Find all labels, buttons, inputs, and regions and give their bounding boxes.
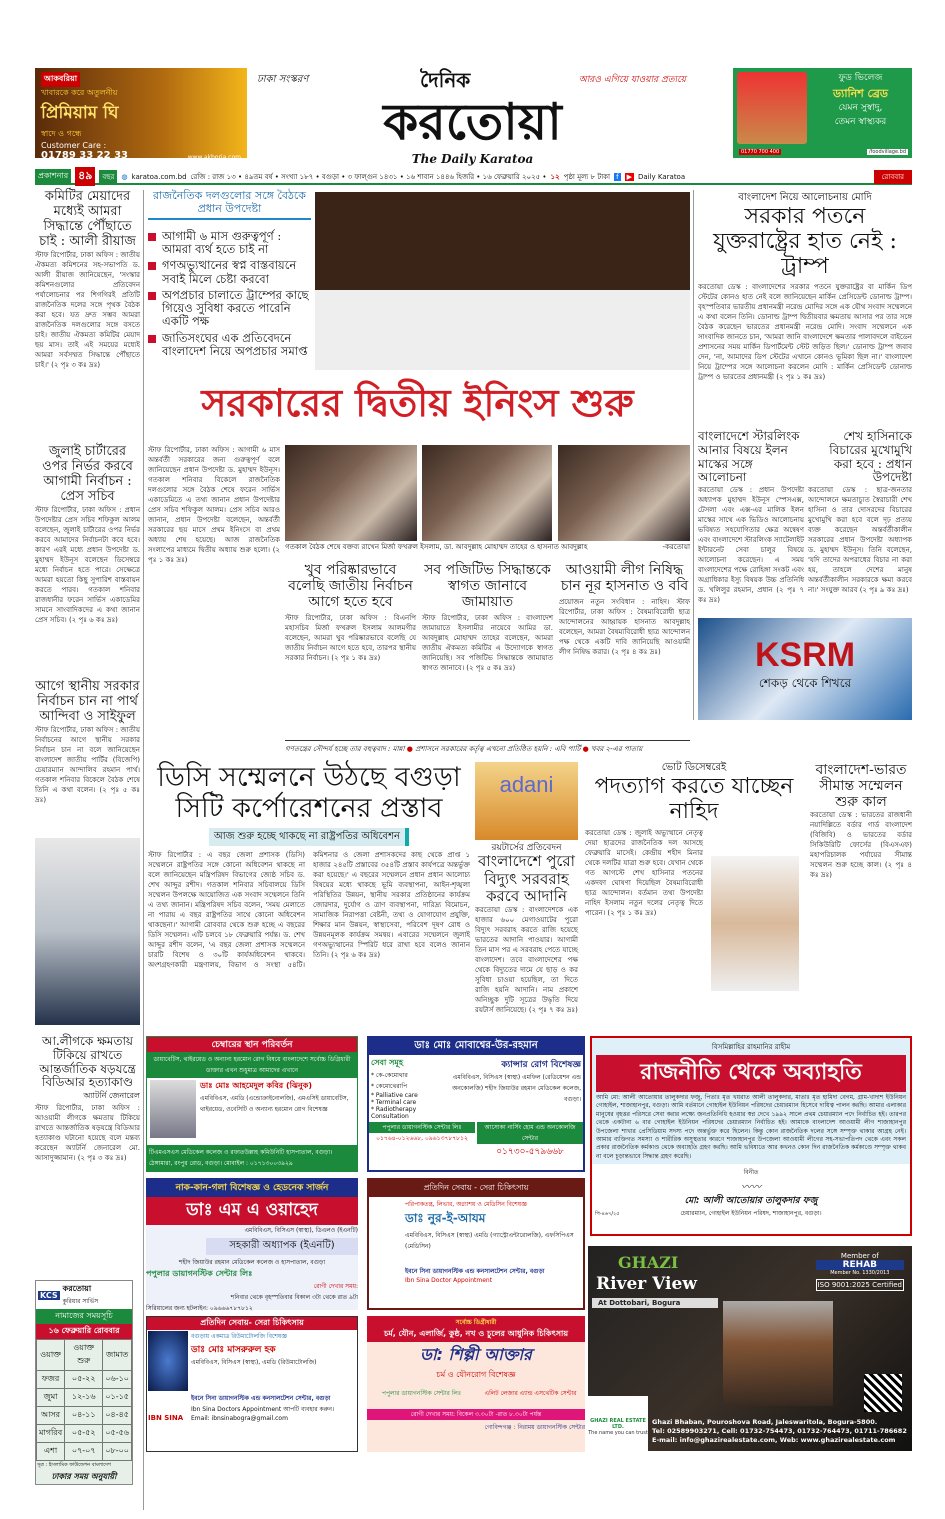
member-no: Member No. 1330/2013 (830, 1270, 890, 1276)
sub-stories (285, 562, 690, 736)
headline: কমিটির মেয়াদের মধ্যেই আমরা সিদ্ধান্তে পৌঁছাতে চাই : আলী রীয়াজ (39, 189, 136, 249)
story-body: করতোয়া ডেস্ক : প্রধান উপদেষ্টা অধ্যাপক মুহাম্মদ ইউনূস স্পেসএক্স, টেসলা এবং এক্স-এর মালিক ইলন মাস্কের সাথে এক ভিডিও আলোচনায় ভবিষ্যত সহযোগিতার ক্ষেত্র অন্বেষণ এবং বাংলাদেশে স্টারলিংক স্যাটেলাইট ইন্টারনেট সেবা চালুর বিষয়ে আলোচনা করেছেন। এ সময় বাংলাদেশের পক্ষে রোহিঙ্গা সংকট এবং অগ্রাধিকার ইস্যু বিষয়ক উচ্চ প্রতিনিধি ড. খলিলুর রহমান, প্রধান (২ পৃঃ ৭ কঃ দ্রঃ) (698, 486, 804, 605)
service-text: কে-কেমোথার (375, 1072, 408, 1079)
serial: সিরিয়ালের জন্য হটলাইন: ০৯৬৬৬৭৮৭৮১২ (146, 1305, 253, 1312)
table-cell: ০৪-১১ (65, 1407, 103, 1425)
story-body: করতোয়া ডেস্ক : বাংলাদেশকে এক হাজার ৬০০ মেগাওয়াটের পুরো বিদ্যুৎ সরবরাহ করতে রাজি হয়েছে ভারতের আদানি পাওয়ার। আগামী তিন মাস পর এ সরবরাহ পেতে যাচ্ছে বাংলাদেশ। তবে বাংলাদেশের পক্ষ থেকে বিদ্যুতের দামে যে ছাড় ও কর সুবিধা চাওয়া হয়েছিল, তা দিতে রাজি হয়নি আদানি। নাম প্রকাশে অনিচ্ছুক দুটি সূত্রের উদ্ধৃতি দিয়ে রয়টার্স জানিয়েছে। (২ পৃঃ ৭ কঃ দ্রঃ) (475, 906, 578, 1015)
ksrm-tagline: শেকড় থেকে শিখরে (758, 676, 852, 690)
time: শনিবার থেকে বৃহস্পতিবার বিকাল ৩টা থেকে রাত ৯টা (230, 1294, 358, 1301)
story-body: করতোয়া ডেস্ক : বাংলাদেশের সরকার পতনে যুক্তরাষ্ট্রের বা মার্কিন ডিপ স্টেটের কোনও হাত নেই বলে জানিয়েছেন মার্কিন প্রেসিডেন্ট ডোনাল্ড ট্রাম্প। বৃহস্পতিবার ভারতীয় প্রধানমন্ত্রী নরেন্দ্র মোদির সঙ্গে এক যৌথ সংবাদ সম্মেলনে এ কথা বলেন তিনি। ডোনাল্ড ট্রাম্প দ্বিতীয়বার ক্ষমতায় আসার পর তার সঙ্গে বৈঠক করেছেন ভারতের প্রধানমন্ত্রী নরেন্দ্র মোদি। সংবাদ সম্মেলনে এক সাংবাদিক জানতে চান, 'আমরা জানি বাংলাদেশে ক্ষমতার পালাবদলে বাইডেন প্রশাসনের সময় মার্কিন ডিপার্টমেন্ট স্টেট জড়িত ছিল।' ডোনাল্ড ট্রাম্প জবাব দেন, 'না, আমাদের ডিপ স্টেটের এখানে কোনও ভূমিকা ছিল না।' বাংলাদেশ নিয়ে ট্রাম্পের সঙ্গে আলোচনা করলেন মোদি : মার্কিন প্রেসিডেন্ট ডোনাল্ড ট্রাম্প ও ভারতের প্রধানমন্ত্রী (২ পৃঃ ১ কঃ দ্রঃ) (698, 283, 912, 382)
degrees: এমবিবিএস, বিসিএস (স্বাস্থ্য), ডিএলও (ইএনটি) (244, 1227, 358, 1234)
attorney-general-photo (35, 838, 140, 1025)
prayer-date: ১৬ ফেব্রুয়ারি রোববার (36, 1324, 132, 1339)
specialty: পরিপাকতন্ত্র, লিভার, অগ্ন্যাশয় ও মেডিসিন বিশেষজ্ঞ (405, 1201, 527, 1208)
headline: বাংলাদেশ-ভারত সীমান্ত সম্মেলন শুরু কাল (815, 762, 907, 811)
news-ticker (285, 740, 690, 755)
kcs-logo: KCS (40, 1290, 58, 1300)
ad-bread-phone: 01770 700 400 (741, 149, 780, 155)
masthead-subtitle: The Daily Karatoa (411, 152, 534, 166)
ad-dr-mobasher[interactable] (367, 1036, 585, 1172)
time: রোগী দেখার সময়: বিকেল ৩.৩০টা -রাত ৮.৩০টা পর্যন্ত (367, 1409, 585, 1420)
ad-ghee-product: প্রিমিয়াম ঘি (41, 103, 119, 123)
bread-pack-image (737, 72, 807, 144)
headline: পদত্যাগ করতে যাচ্ছেন নাহিদ (594, 773, 794, 824)
service-item: * Radiotherapy Consultation (371, 1106, 417, 1120)
center: ইবনে সিনা ডায়াগনস্টিক এন্ড কনসালটেশন সেন্টার, বগুড়া (405, 1268, 545, 1275)
headline: জুলাই চার্টারের ওপর নির্ভর করবে আগামী নির্বাচন : প্রেস সচিব (42, 444, 133, 504)
story-body: স্টাফ রিপোর্টার : এ বছর জেলা প্রশাসক (ডিসি) সম্মেলনে রাষ্ট্রপতির সঙ্গে কোনো অধিবেশন থাকছে না বলে জানিয়েছেন মন্ত্রিপরিষদ বিভাগের জ্যেষ্ঠ সচিব ড. শেখ আব্দুর রশীদ। গতকাল শনিবার সচিবালয়ে ডিসি সম্মেলন উপলক্ষে আয়োজিত এক সংবাদ সম্মেলনে তিনি এ তথ্য জানান। মন্ত্রিপরিষদ সচিব বলেন, 'সময় মেলাতে না পারায় এ বছর রাষ্ট্রপতির সাথে কোনো অধিবেশন থাকছেনা।' আগামী রোববার থেকে শুরু হচ্ছে এ বছরের ডিসি সম্মেলন। এটি চলবে ১৮ ফেব্রুয়ারি পর্যন্ত। ড. শেখ আব্দুর রশীদ বলেন, 'এ বছর জেলা প্রশাসক সম্মেলনে চারটি বিশেষ ও ৩০টি কার্যঅধিবেশন থাকবে। অংশগ্রহণকারী মন্ত্রণালয়, বিভাগ ও সংস্থা ৫৪টি। কমিশনার ও জেলা প্রশাসকদের কাছ থেকে প্রাপ্ত ১ হাজার ২৪৫টি প্রস্তাবের ৩৫৪টি প্রস্তাব কার্যপত্রে অন্তর্ভুক্ত করা হয়েছে।' এ বছরের সম্মেলনে প্রধান প্রধান আলোচ্য বিষয়ের মধ্যে থাকছে ভূমি ব্যবস্থাপনা, আইন-শৃঙ্খলা পরিস্থিতির উন্নয়ন, স্থানীয় সরকার প্রতিষ্ঠানের কার্যক্রম জোরদার, দুর্যোগ ও ত্রাণ ব্যবস্থাপনা, দারিদ্র্য বিমোচন, সামাজিক নিরাপত্তা বেষ্টনী, তথ্য ও যোগাযোগ প্রযুক্তি, শিক্ষার মান উন্নয়ন, স্বাস্থ্যসেবা, পরিবেশ দূষণ রোধ ও উন্নয়নমূলক কার্যক্রম সমন্বয়। এবারের সম্মেলনে জুলাই গণঅভ্যুত্থানের স্পিরিট ধরে রাখা হবে বলেও জানান তিনি। (২ পৃঃ ৬ কঃ দ্রঃ) (148, 850, 470, 969)
services-title: সেবা সমূহ (371, 1058, 404, 1067)
doctor-name: ডাঃ মোঃ মাসরুরুল হক (191, 1345, 276, 1355)
story-riaz[interactable] (35, 190, 140, 430)
headline: আগে স্থানীয় সরকার নির্বাচন চান না পার্থ আন্দিবা ও সাইফুল (35, 679, 140, 724)
signature: 〰〰 (741, 1182, 761, 1194)
story-trump[interactable] (698, 192, 912, 432)
services-list (371, 1070, 431, 1120)
bullet-icon (148, 335, 156, 343)
company-name: GHAZI REAL ESTATE LTD. (590, 1418, 646, 1430)
table-cell: ০১-১৫ (103, 1389, 132, 1407)
ad-side: ডায়াবেটিস, থাইরয়েড ও অন্যান্য হরমোন রোগ বিষয়ে বাংলাদেশে সর্বোচ্চ ডিগ্রিধারী ডাক্তার এখন শুধুমাত্র আমাদের এখানে (147, 1052, 357, 1078)
lead-bullet (148, 289, 311, 329)
degrees: এমবিবিএস, বিসিএস (স্বাস্থ্য) এমডি (গ্যাস্ট্রোএন্টারোলজি), এফসিপিএস (মেডিসিন) (405, 1232, 574, 1250)
post: সহকারী অধ্যাপক (ইএনটি) (206, 1238, 358, 1255)
service-text: কেমোথেরাপি (375, 1083, 408, 1090)
email: Email: ibnsinabogra@gmail.com (191, 1415, 288, 1422)
prayer-note: ঢাকার সময় অনুযায়ী (51, 1472, 117, 1481)
published-label: প্রকাশনার (35, 169, 71, 184)
info-bar (35, 170, 912, 185)
ad-resignation[interactable] (590, 1036, 912, 1236)
headline: সরকার পতনে যুক্তরাষ্ট্রের হাত নেই : ট্রাম্প (713, 203, 897, 280)
location: At Dottobari, Bogura (592, 1298, 718, 1308)
story-body: করতোয়া ডেস্ক : ছাত্র-জনতার আন্দোলনে ক্ষমতাচ্যুত স্বৈরাচারী শেখ হাসিনা ও তার দোসরদের বিচারের মুখোমুখি করা হবে বলে দৃঢ় প্রত্যয় ব্যক্ত করেছেন অন্তর্বর্তীকালীন সরকারের প্রধান উপদেষ্টা অধ্যাপক ড. মুহাম্মদ ইউনূস। তিনি বলেছেন, 'যদি তাদের অপরাধের বিচার না করা হয়, তাহলে দেশের মানুষ অন্তর্বর্তীকালীন সরকারকে ক্ষমা করবে না।' সংযুক্ত আরব (২ পৃঃ ৯ কঃ দ্রঃ) (808, 486, 912, 595)
table-cell: এশা (37, 1443, 65, 1461)
ad-title: ডাঃ মোঃ মোবাশ্বের-উর-রহমান (369, 1038, 583, 1055)
kicker: বগুড়ায় একমাত্র রিউমাটোলজি বিশেষজ্ঞ (191, 1333, 287, 1340)
closing: বিনীত (743, 1169, 759, 1177)
specialty: ক্যান্সার রোগ বিশেষজ্ঞ (501, 1060, 581, 1070)
story-local-election[interactable] (35, 680, 140, 805)
adani-logo: adani (499, 772, 554, 797)
ad-bread-line3: তেমন স্বাস্থ্যকর (834, 116, 887, 127)
headline: খুব পরিষ্কারভাবে বলেছি জাতীয় নির্বাচন আগে হতে হবে (288, 562, 413, 611)
iso-badge: ISO 9001:2025 Certified (817, 1281, 902, 1289)
story-body: স্টাফ রিপোর্টার, ঢাকা অফিস : জাতীয় ঐকমত্য কমিশনের সহ-সভাপতি ড. আলী রীয়াজ জানিয়েছেন, 'সংস্কার কমিশনগুলোর প্রতিবেদন পর্যালোচনার পর শিগগিরই প্রতিটি রাজনৈতিক দলের সঙ্গে পৃথক বৈঠক করা হবে। যত দ্রুত সম্ভব আমরা রাজনৈতিক দলগুলোর সঙ্গে বসতে চাই। জাতীয় ঐকমত্য কমিটির মেয়াদ ছয় মাস। তাই এই সময়ের মধ্যেই আমরা সর্বসম্মত সিদ্ধান্তে পৌঁছাতে চাই।' (২ পৃঃ ৩ কঃ দ্রঃ) (35, 250, 140, 369)
service-item: * কে-কেমোথার (371, 1072, 408, 1079)
ad-title: প্রতিদিন সেবায়- সেরা চিকিৎসায় (147, 1317, 357, 1330)
headline: আ.লীগকে ক্ষমতায় টিকিয়ে রাখতে আন্তর্জাতিক ষড়যন্ত্রে বিডিআর হত্যাকাণ্ড (39, 1034, 136, 1090)
ad-dr-shilpi[interactable] (367, 1316, 585, 1452)
degrees: এমবিবিএস, বিসিএস (স্বাস্থ্য), এমডি (রিউমাটোলজি) (191, 1359, 317, 1366)
ad-dr-kabir[interactable] (146, 1036, 358, 1172)
service-text: Palliative care (375, 1092, 418, 1099)
center: পপুলার ডায়াগনস্টিক সেন্টার লিঃ (146, 1269, 253, 1278)
table-cell: জুমা (37, 1389, 65, 1407)
sub-story[interactable] (285, 562, 416, 736)
ad-title: নাক-কান-গলা বিশেষজ্ঞ ও হেডনেক সার্জন (146, 1178, 358, 1197)
sub-story[interactable] (422, 562, 553, 736)
site-link[interactable]: karatoa.com.bd (131, 172, 187, 181)
bismillah: বিসমিল্লাহির রাহমানির রাহীম (711, 1043, 791, 1051)
ticker-item[interactable]: গণতন্ত্রের সৌন্দর্য হচ্ছে তার বহুত্ববাদ : মান্না (285, 745, 405, 753)
table-cell: ০৬-১০ (103, 1371, 132, 1389)
table-row (37, 1443, 132, 1461)
kicker: বাংলাদেশ নিয়ে আলোচনায় মোদি (738, 192, 872, 203)
table-row (37, 1389, 132, 1407)
prayer-title: নামাজের সময়সূচি (36, 1309, 132, 1324)
masthead-prefix: দৈনিক (420, 68, 471, 92)
specialty: চর্ম ও যৌনরোগ বিশেষজ্ঞ (436, 1370, 516, 1379)
byline: অ্যাটর্নি জেনারেল (83, 1091, 140, 1101)
years-count: ৪৯ (75, 167, 95, 186)
ad-ghee-tagline: স্বাদে ও গন্ধে (41, 129, 82, 138)
page-count: ১২ (550, 172, 560, 181)
ad-body: আমি মো: আলী আতোয়ার তালুকদার ফজু, পিতাঃ মৃত খয়রাত আলী তালুকদার, মাতাঃ মৃত হামিদা বেগম, গ্রাম-খাদাশ ইউনিয়ন গোহাইল, শাজাহানপুর, বগুড়া। আমি বর্তমানে গোহাইল ইউনিয়ন পরিষদের চেয়ারম্যান হিসেবে দায়িত্ব পালন করছি। আমার এলাকার মানুষের বৃহত্তর পরিসরে সেবা করার লক্ষ্যে জনপ্রতিনিধি হওয়ার স্বপ্ন দেখে ১৯৯২ সালে প্রথম চেয়ারম্যান পদে নির্বাচিত হই। তারপর থেকে একটানা ৬ বার গোহাইল ইউনিয়ন পরিষদের চেয়ারম্যান নির্বাচিত হই। আমাকে বাংলাদেশ আওয়ামী লীগ শাজাহানপুর উপজেলা শাখার প্রেসিডিয়াম সদস্য পদে অন্তর্ভুক্ত করে ছিলেন। কিন্তু কোন রাজনৈতিক দলের সঙ্গে সম্পৃক্ত থাকার আগ্রহ নেই। আমার ব্যক্তিগত সমস্যা ও শারীরিক অসুস্থতার কারণে শাজাহানপুর উপজেলা আওয়ামী লীগের সহ-সভাপতিপদ থেকে এবং সকল প্রকার রাজনৈতিক কর্মকাণ্ড থেকে অব্যাহতি গ্রহণ করছি। আমি ভবিষ্যতে আর কখনও কোন দিন রাজনৈতিক কর্মকাণ্ডে সম্পৃক্ত থাকব না বলে চূড়ান্তভাবে সিদ্ধান্ত গ্রহণ করেছি। (596, 1094, 906, 1160)
facebook-icon[interactable]: f (616, 172, 619, 181)
ad-ghazi[interactable] (588, 1246, 912, 1451)
table-cell: আসর (37, 1407, 65, 1425)
adani-photo (475, 762, 578, 840)
lead-bullet (148, 332, 311, 358)
headline: ডিসি সম্মেলনে উঠছে বগুড়া সিটি কর্পোরেশনের প্রস্তাব (157, 762, 461, 825)
story-body: করতোয়া ডেস্ক : জুলাই অভ্যুত্থানে নেতৃত্ব দেয়া ছাত্রদের রাজনৈতিক দল আসছে ফেব্রুয়ারি মাসেই। কেন্দ্রীয় শহীদ মিনার থেকে দলটির যাত্রা শুরু হবে। যেখান থেকে গত আগস্টে শেখ হাসিনার পতনের একদফা ঘোষণা দিয়েছিল বৈষম্যবিরোধী ছাত্র আন্দোলন। বর্তমান তথ্য উপদেষ্টা নাহিদ ইসলাম নতুন দলের নেতৃত্ব দিতে পারেন। (২ পৃঃ ১ কঃ দ্রঃ) (585, 829, 703, 918)
service-item: * কেমোথেরাপি (371, 1083, 408, 1090)
appt: Ibn Sina Doctors Appointment আপটি ব্যবহার করুন। (191, 1406, 335, 1413)
doctor-degrees: এমবিবিএস, এমডি (এন্ডোক্রাইনোলজি), এমএসিই ডায়াবেটিস, থাইরয়েড, ওবেসিটি ও অন্যান্য হরমোন রোগ বিশেষজ্ঞ (200, 1095, 349, 1113)
story-nahid[interactable] (585, 762, 803, 998)
table-cell: ১২-১৬ (65, 1389, 103, 1407)
story-body: করতোয়া ডেস্ক : ভারতের রাজধানী নয়াদিল্লিতে বর্ডার গার্ড বাংলাদেশ (বিজিবি) ও ভারতের বর্ডার সিকিউরিটি ফোর্সের (বিএসএফ) মহাপরিচালক পর্যায়ের সীমান্ত সম্মেলন শুরু হচ্ছে কাল। (২ পৃঃ ৪ কঃ দ্রঃ) (810, 811, 912, 880)
bullet-icon: ● (580, 745, 591, 753)
service-name: কুরিয়ার সার্ভিস (62, 1298, 99, 1305)
center1: পপুলার ডায়াগনস্টিক সেন্টার লিঃ (369, 1122, 475, 1133)
issue-details: রেজি : রাজ ১৩ • ৪৯তম বর্ষ • সংখ্যা ১৮৭ • বগুড়া • ৩ ফাল্গুন ১৪৩১ • ১৬ শাবান ১৪৪৬ হিজরি • ১৬ ফেব্রুয়ারি ২০২৫ • (190, 172, 547, 181)
rehab-badge: REHAB (816, 1260, 904, 1270)
ad-ghee-line: খাবারকে করে অতুলনীয় (41, 88, 118, 97)
table-row (37, 1425, 132, 1443)
ad-bread-fb: /foodvillage.bd (868, 149, 906, 155)
table-cell: ০৫-৫২ (65, 1425, 103, 1443)
table-cell: ০৪-৪৫ (103, 1407, 132, 1425)
phone: Tel: 02589903271, Cell: 01732-754473, 01732-764473, 01711-786682 (652, 1427, 907, 1436)
lead-body: স্টাফ রিপোর্টার, ঢাকা অফিস : আগামী ৬ মাস অন্তর্বর্তী সরকারের জন্য গুরুত্বপূর্ণ বলে জানিয়েছেন প্রধান উপদেষ্টা ড. মুহাম্মদ ইউনূস। গতকাল শনিবার বিকেলে রাজনৈতিক দলগুলোর সঙ্গে বৈঠক শেষে ফরেন সার্ভিস একাডেমিতে এ তথ্য জানান প্রধান উপদেষ্টার প্রেস সচিব শফিকুল আলম। প্রেস সচিব আরও জানান, প্রধান উপদেষ্টা বলেছেন, অন্তর্বর্তী সরকারের ছয় মাসে প্রথম ইনিংসে বা প্রথম অধ্যায় শেষ হয়েছে। আজ রাজনৈতিক সংলাপের মাধ্যমে দ্বিতীয় অধ্যায় শুরু হলো। (২ পৃঃ ১ কঃ দ্রঃ) (148, 446, 280, 564)
lead-kicker (148, 190, 311, 220)
ad-bread-line1: ফুড ভিলেজ (838, 73, 883, 83)
table-row (37, 1407, 132, 1425)
headline: শেখ হাসিনাকে বিচারের মুখোমুখি করা হবে : প্রধান উপদেষ্টা (829, 429, 912, 485)
bullet-text: জাতিসংঘের এক প্রতিবেদনে বাংলাদেশ নিয়ে অপপ্রচার সমাপ্ত (162, 330, 308, 358)
story-hasina[interactable] (808, 429, 912, 595)
service-text: Radiotherapy Consultation (371, 1106, 417, 1120)
designation: চেয়ারম্যান, গোহাইল ইউনিয়ন পরিষদ, শাজাহানপুর, বগুড়া। (680, 1210, 822, 1218)
headline: বাংলাদেশে পুরো বিদ্যুৎ সরবরাহ করবে আদানি (477, 852, 576, 905)
service-item: * Palliative care (371, 1092, 418, 1099)
signer-name: মো: আলী আতোয়ার তালুকদার ফজু (684, 1196, 818, 1207)
ghazi-logo: GHAZI (618, 1253, 679, 1272)
kicker-text: রাজনৈতিক দলগুলোর সঙ্গে বৈঠকে প্রধান উপদেষ্টা (153, 189, 306, 215)
prayer-source: সূত্র : ইসলামিক ফাউন্ডেশন বাংলাদেশ (37, 1462, 111, 1468)
appt: Ibn Sina Doctor Appointment (405, 1277, 493, 1284)
ticker-item[interactable]: প্রশাসনে সরকারের কর্তৃত্ব এখনো প্রতিষ্ঠিত হয়নি : এবি পার্টি (415, 745, 581, 753)
doctor-name: ডা: শিল্পী আক্তার (420, 1345, 532, 1364)
day-badge: রোববার (874, 170, 912, 184)
prayer-times-box (35, 1280, 133, 1485)
header-cell: ওয়াক্ত (37, 1340, 65, 1371)
center: ইবনে সিনা ডায়াগনস্টিক এন্ড কনসালটেশন সেন্টার, বগুড়া (191, 1395, 331, 1402)
qr-code[interactable] (864, 1374, 902, 1412)
ad-title: চেম্বারের স্থান পরিবর্তন (147, 1037, 357, 1052)
prayer-table (36, 1339, 132, 1461)
doctor-photo (150, 1080, 196, 1138)
photo-credit: -করতোয়া (662, 543, 690, 551)
ad-ghee-phone: 01789 33 22 33 (41, 150, 128, 161)
table-cell: ফজর (37, 1371, 65, 1389)
bullet-text: অপপ্রচার চালাতে ট্রাম্পের কাছে গিয়েও সুবিধা করতে পারেনি একটি পক্ষ (162, 287, 309, 329)
lead-bullets (148, 230, 311, 376)
extra: গোবিন্দগঞ্জ : নিরাময় ডায়াগনস্টিক সেন্টার (484, 1424, 585, 1431)
hospital: টিএমএসএস মেডিকেল কলেজ ও রফাতউল্লাহ কমিউনিটি হাসপাতাল, বগুড়া। (149, 1149, 333, 1156)
table-row (37, 1371, 132, 1389)
photo-fakhrul (285, 445, 417, 541)
ad-ghee-care: Customer Care : (41, 141, 107, 150)
ticker-item[interactable]: খবর ২-এর পাতায় (590, 745, 643, 753)
ad-ghee-web: www.akboria.com (187, 154, 241, 161)
photo-hasnat (558, 445, 690, 541)
ad-title: চর্ম, যৌন, এলার্জি, কুষ্ঠ, নখ ও চুলের আধুনিক চিকিৎসায় (383, 1329, 569, 1338)
youtube-icon[interactable]: ▶ (626, 172, 632, 181)
doctor-name: ডাঃ এম এ ওয়াহেদ (146, 1197, 358, 1225)
bullet-icon (148, 292, 156, 300)
ksrm-logo: KSRM (754, 636, 856, 674)
ibn-sina-logo: IBN SINA (148, 1414, 184, 1422)
ad-ref: পি-৪৬৭/২৫ (595, 1211, 620, 1218)
table-cell: মাগরিব (37, 1425, 65, 1443)
ad-dr-masrur[interactable] (146, 1316, 358, 1452)
bullet-icon (148, 233, 156, 241)
service-text: Terminal care (375, 1099, 417, 1106)
phone: ঠেঙ্গামারা, রংপুর রোড, বগুড়া। মোবাইল : ০১৭১৩০০৩৯২৯ (149, 1160, 293, 1167)
ad-title: রাজনীতি থেকে অব্যাহতি (596, 1055, 906, 1092)
ad-ghee[interactable] (35, 68, 247, 161)
ad-dr-wahed[interactable] (146, 1178, 358, 1310)
degrees: এমবিবিএস, বিসিএস (স্বাস্থ্য) এমফিল (রেডিয়েশন এন্ড অনকোলজি) শহীদ জিয়াউর রহমান মেডিকেল কলেজ, বগুড়া। (452, 1074, 581, 1103)
email: E-mail: info@ghazirealestate.com, Web: www.ghazirealestate.com (652, 1436, 896, 1445)
kicker: ভোট ডিসেম্বরেই (661, 762, 727, 773)
table-cell: ০৮-০০ (103, 1443, 132, 1461)
ad-bread-line2: যেমন সুস্বাদু, (838, 103, 883, 113)
doctor-name: ডাঃ মোঃ আহমেদুল কবির (ঝিনুক) (200, 1081, 313, 1090)
lead-meeting-photo (315, 192, 690, 370)
photo-caption: গতকাল বৈঠক শেষে বক্তব্য রাখেন মির্জা ফখরুল ইসলাম, ডা. আবদুল্লাহ মোহাম্মদ তাহের ও হাসনাত আবদুল্লাহ (285, 543, 588, 551)
member-label: Member of (840, 1252, 879, 1260)
nahid-photo (711, 856, 799, 991)
center2: এলিট লেজার এ্যান্ড এসথেটিক সেন্টার (484, 1390, 577, 1397)
story-adani[interactable] (475, 762, 578, 1015)
kicker: রয়টার্সের প্রতিবেদন (491, 843, 562, 853)
dc-box: আজ শুরু হচ্ছে থাকছে না রাষ্ট্রপতির অধিবেশন (209, 828, 409, 846)
doctor-name: ডাঃ নুর-ই-আযম (405, 1211, 486, 1225)
masthead (255, 68, 690, 168)
brand-name: করতোয়া (62, 1284, 92, 1293)
center1-phone: ০১৭৬৪-০১২৬৬৮, ০৯৬১৩৭৮৭৮১২ (376, 1135, 468, 1142)
lead-bullet (148, 259, 311, 285)
story-bdr[interactable] (35, 1035, 140, 1253)
slogan: আরও এগিয়ে যাওয়ার প্রত্যয়ে (578, 75, 686, 85)
service-item: * Terminal care (371, 1099, 417, 1106)
lead-bullet (148, 230, 311, 256)
table-header (37, 1340, 132, 1371)
headline: বাংলাদেশে স্টারলিংক আনার বিষয়ে ইলন মাস্কের সঙ্গে আলোচনা (698, 429, 800, 485)
center1: পপুলার ডায়াগনস্টিক সেন্টার লিঃ (381, 1390, 462, 1397)
center2-phone: ০১৭৩০-৫৭৯৬৬৮ (496, 1147, 564, 1157)
photo-taher (422, 445, 552, 541)
header-cell: ওয়াক্ত শুরু (65, 1340, 103, 1371)
ad-danish-bread[interactable] (733, 68, 912, 158)
time-label: রোগী দেখার সময়: (313, 1283, 358, 1290)
table-cell: ০৫-৫৬ (103, 1425, 132, 1443)
sub-story[interactable] (559, 562, 690, 736)
motto: The name you can trust (588, 1430, 648, 1436)
years-suffix: বছর (99, 170, 117, 184)
ad-ghee-brand: আকবরিয়া (41, 72, 80, 87)
center2: আসোকা নার্সিং হোম এন্ড অনকোলজি সেন্টার (477, 1122, 583, 1144)
bullet-text: গণঅভ্যুত্থানের স্বপ্ন বাস্তবায়নে সবাই মিলে চেষ্টা করবো (162, 258, 297, 286)
table-cell: ০৫-২২ (65, 1371, 103, 1389)
story-body: প্রয়োজন নতুন সংবিধান : নাহিদ। স্টাফ রিপোর্টার, ঢাকা অফিস : বৈষম্যবিরোধী ছাত্র আন্দোলনের আহ্বায়ক হাসনাত আবদুল্লাহ বলেছেন, আমরা বৈষম্যবিরোধী ছাত্র আন্দোলন পক্ষ থেকে একটি দাবি জানিয়েছি আওয়ামী লীগ নিষিদ্ধ করার। (২ পৃঃ ৪ কঃ দ্রঃ) (559, 598, 690, 657)
story-body: স্টাফ রিপোর্টার, ঢাকা অফিস : বাংলাদেশ জামায়াতে ইসলামীর নায়েবে আমির ডা. আবদুল্লাহ মোহাম্মদ তাহের বলেছেন, আমরা জাতীয় ঐকমত্য কমিটির এ উদ্যোগকে স্বাগত জানিয়েছি। সব পজিটিভ সিদ্ধান্তকে জামায়াত স্বাগত জানাবে। (২ পৃঃ ৫ কঃ দ্রঃ) (422, 614, 553, 673)
ad-dr-azam[interactable] (367, 1178, 585, 1310)
ad-ksrm[interactable] (698, 618, 912, 720)
story-starlink[interactable] (698, 429, 804, 605)
address: Ghazi Bhaban, Pouroshova Road, Jaleswaritola, Bogura-5800. (652, 1418, 878, 1426)
story-july-charter[interactable] (35, 445, 140, 665)
header-cell: জামাত (103, 1340, 132, 1371)
rheuma-image (148, 1331, 188, 1391)
story-body: স্টাফ রিপোর্টার, ঢাকা অফিস : জাতীয় নির্বাচনের আগে স্থানীয় সরকার নির্বাচন চান না বলে জানিয়েছেন বাংলাদেশ জাতীয় পার্টির (বিজেপি) চেয়ারম্যান আন্দালিব রহমান পার্থ। গতকাল শনিবার বিকেলে বৈঠক শেষে তিনি এ কথা বলেন। (২ পৃঃ ৫ কঃ দ্রঃ) (35, 725, 140, 804)
hospital: শহীদ জিয়াউর রহমান মেডিকেল কলেজ ও হাসপাতাল, বগুড়া (178, 1259, 326, 1266)
social-handle: Daily Karatoa (637, 172, 686, 181)
headline: আওয়ামী লীগ নিষিদ্ধ চান নূর হাসনাত ও ববি (560, 562, 689, 595)
price: পৃষ্ঠা মূল্য ৮ টাকা (563, 172, 611, 181)
project-name: River View (596, 1274, 697, 1294)
table-cell: ০৭-০৭ (65, 1443, 103, 1461)
story-dc-conference[interactable] (148, 762, 470, 1000)
story-border-conference[interactable] (810, 762, 912, 980)
building-image (723, 1301, 833, 1406)
globe-icon: ◍ (121, 172, 128, 181)
bullet-icon: ● (404, 745, 416, 753)
bullet-icon (148, 262, 156, 270)
edition-label: ঢাকা সংস্করণ (257, 74, 309, 85)
kicker: সর্বোচ্চ ডিগ্রীধারী (455, 1319, 497, 1326)
masthead-title: করতোয়া (383, 93, 562, 151)
headline: সব পজিটিভ সিদ্ধান্তকে স্বাগত জানাবে জামায়াত (424, 562, 551, 611)
ad-bread-product: ড্যানিশ ব্রেড (833, 86, 888, 100)
story-body: স্টাফ রিপোর্টার, ঢাকা অফিস : প্রধান উপদেষ্টার প্রেস সচিব শফিকুল আলম বলেছেন, জুলাই চার্টারের ওপর নির্ভর করবে আমাদের নির্বাচনটা কবে হবে। কারণ এরই মধ্যে প্রধান উপদেষ্টা ড. মুহাম্মদ ইউনূস বলেছেন ডিসেম্বরে মধ্যে নির্বাচন হতে পারে। সেক্ষেত্রে আমরা হয়তো কিছু সুপারিশ বাস্তবায়ন করতে পারব। গতকাল শনিবার রাজধানীর ফরেন সার্ভিস একাডেমির সামনে সাংবাদিকদের এ কথা জানান প্রেস সচিব। (২ পৃঃ ৬ কঃ দ্রঃ) (35, 505, 140, 624)
lead-headline[interactable]: সরকারের দ্বিতীয় ইনিংস শুরু (201, 380, 634, 425)
story-body: স্টাফ রিপোর্টার, ঢাকা অফিস : আওয়ামী লীগকে ক্ষমতায় টিকিয়ে রাখতে আন্তর্জাতিক ষড়যন্ত্রে বিডিআর হত্যাকাণ্ড ঘটানো হয়েছে বলে মন্তব্য করেছেন অ্যাটর্নি জেনারেল মো. আসাদুজ্জামান। (২ পৃঃ ৩ কঃ দ্রঃ) (35, 1104, 140, 1163)
bullet-text: আগামী ৬ মাস গুরুত্বপূর্ণ : আমরা ব্যর্থ হতে চাই না (162, 229, 282, 257)
ad-title: প্রতিদিন সেবায় - সেরা চিকিৎসায় (369, 1180, 583, 1197)
story-body: স্টাফ রিপোর্টার, ঢাকা অফিস : বিএনপি মহাসচিব মির্জা ফখরুল ইসলাম আলমগীর বলেছেন, আমরা খুব পরিষ্কারভাবে বলেছি যে জাতীয় নির্বাচন আগে হতে হবে, তারপর স্থানীয় সরকার নির্বাচন। (২ পৃঃ ১ কঃ দ্রঃ) (285, 614, 416, 663)
